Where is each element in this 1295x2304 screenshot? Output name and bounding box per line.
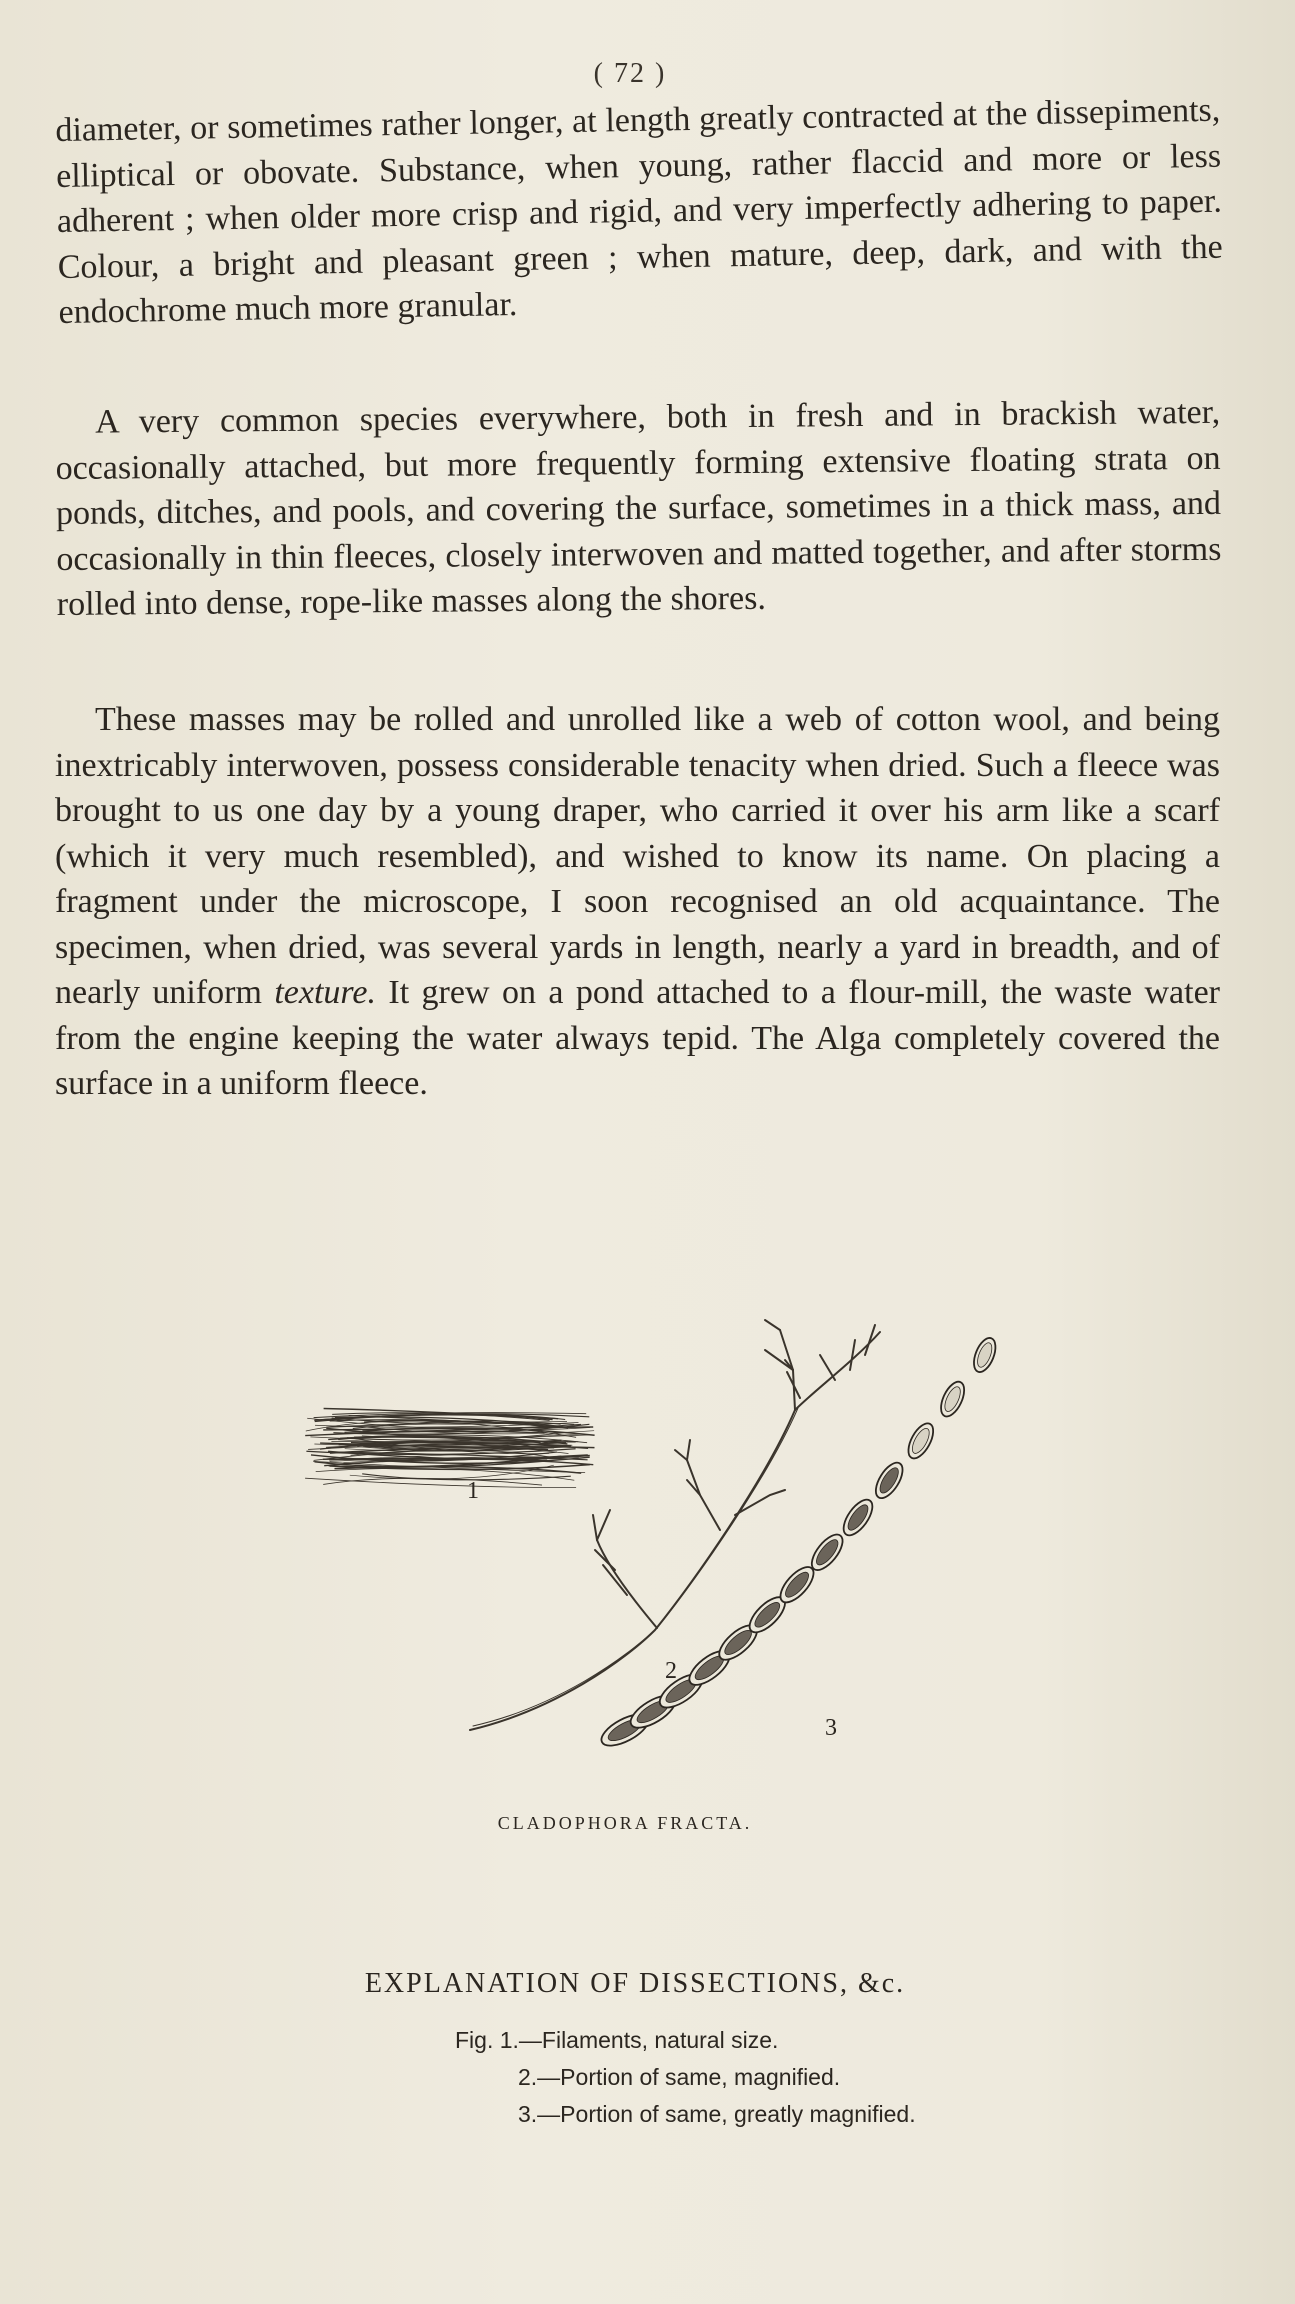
cladophora-illustration <box>295 1310 1015 1760</box>
figure-1-filament-mass <box>305 1409 594 1488</box>
page-number: ( 72 ) <box>593 58 667 89</box>
paragraph-text: diameter, or sometimes rather longer, at length greatly contracted at the dissepiments, elliptical or obovate. Substance, when young, rather flaccid and more or less adherent ; when older more crisp and rigid, and very imperfectly adhering to paper. Colour, a bright and pleasant green ; when mature, deep, dark, and with the endochrome much more granular. <box>55 91 1223 331</box>
figure-2-label: 2 <box>665 1658 677 1684</box>
paragraph-2 <box>55 390 1222 628</box>
figure-3-label: 3 <box>825 1715 837 1741</box>
explanation-item: 3.—Portion of same, greatly magnified. <box>518 2101 916 2127</box>
figure-1-label: 1 <box>467 1478 479 1504</box>
paragraph-3 <box>55 697 1220 1107</box>
paragraph-3-main: These masses may be rolled and unrolled like a web of cotton wool, and being inextricably interwoven, possess considerable tenacity when dried. Such a fleece was brought to us one day by a young draper, who carried it over his arm like a scarf (which it very much resembled), and wished to know its name. On placing a fragment under the microscope, I soon recognised an old acquaintance. The specimen, when dried, was several yards in length, nearly a yard in breadth, and of nearly uniform <box>55 701 1220 1011</box>
explanation-title: EXPLANATION OF DISSECTIONS, &c. <box>364 1968 906 1999</box>
explanation-list <box>455 2022 1155 2133</box>
figure-caption: CLADOPHORA FRACTA. <box>497 1813 753 1833</box>
italic-word: texture. <box>274 974 376 1011</box>
paragraph-text: A very common species everywhere, both in fresh and in brackish water, occasionally attached, but more frequently forming extensive floating strata on ponds, ditches, and pools, and covering the surface, sometimes in a thick mass, and occasionally in thin fleeces, closely interwoven and matted together, and after storms rolled into dense, rope-like masses along the shores. <box>55 393 1222 623</box>
figure-3-cell-chain <box>597 1335 1000 1752</box>
explanation-item: Fig. 1.—Filaments, natural size. <box>455 2027 779 2053</box>
explanation-item: 2.—Portion of same, magnified. <box>518 2064 841 2090</box>
illustration-svg <box>295 1310 1015 1760</box>
paragraph-3-tail: It grew on a pond attached to a flour-mill, the waste water from the engine keeping the water always tepid. The Alga completely covered the surface in a uniform fleece. <box>55 974 1221 1102</box>
paragraph-text <box>55 697 1220 1107</box>
paragraph-1 <box>55 88 1224 336</box>
